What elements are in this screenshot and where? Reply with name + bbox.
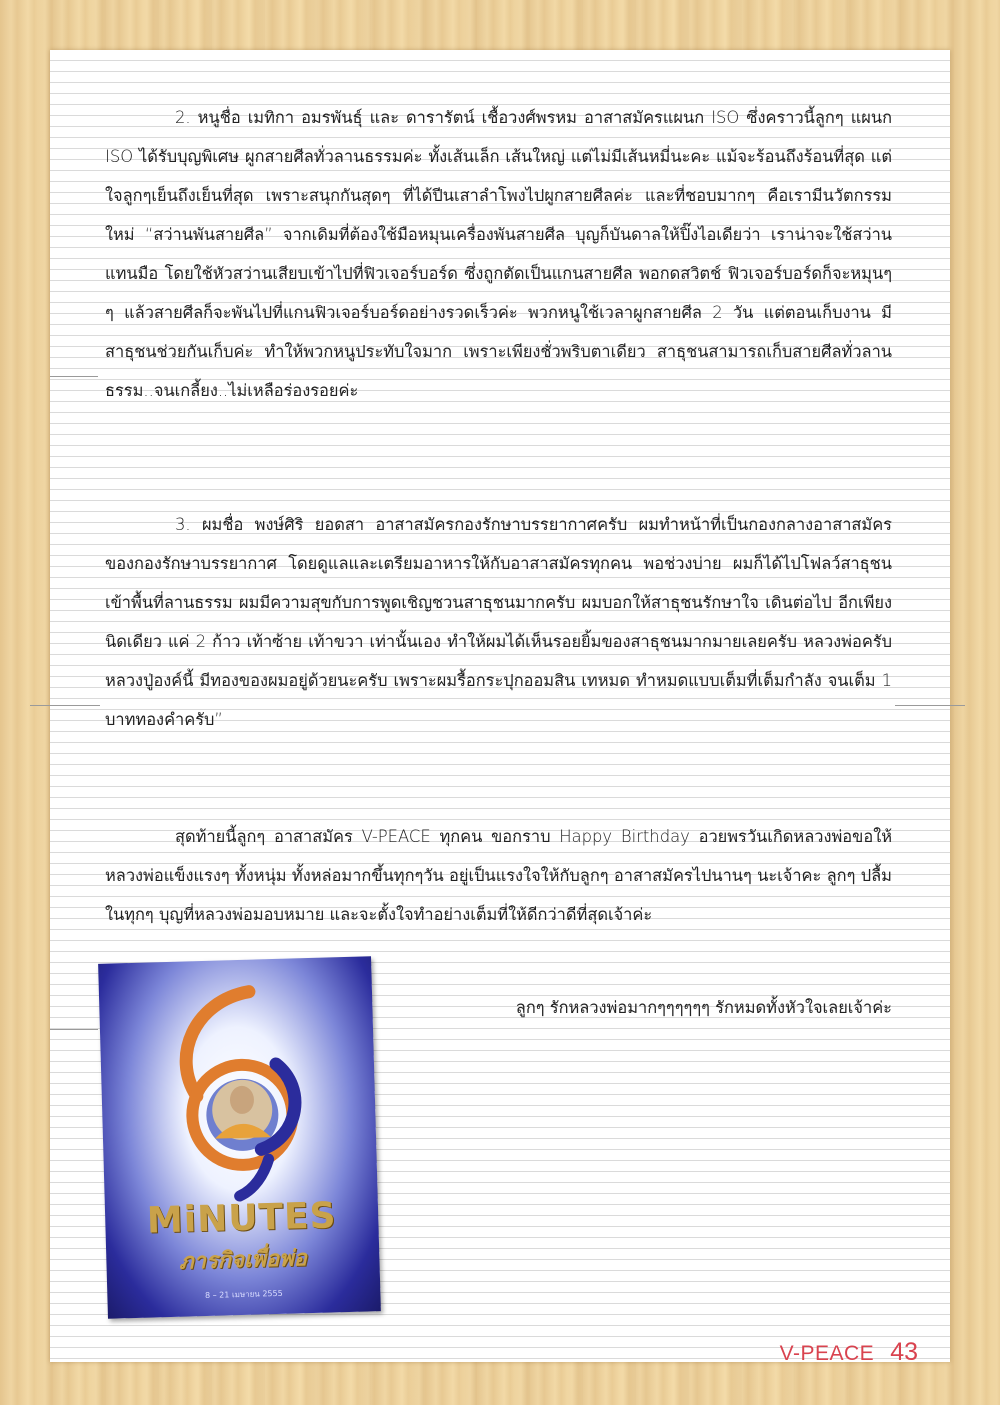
footer-brand: V-PEACE bbox=[779, 1342, 875, 1365]
paragraph-3-atmosphere-volunteer bbox=[105, 505, 892, 739]
paragraph-closing-wishes bbox=[105, 817, 892, 934]
poster-subtitle: ภารกิจเพื่อพ่อ bbox=[178, 1246, 308, 1275]
page-footer bbox=[780, 1338, 918, 1367]
poster-date: 8 – 21 เมษายน 2555 bbox=[204, 1288, 283, 1301]
closing-line: ลูกๆ รักหลวงพ่อมากๆๆๆๆๆๆ รักหมดทั้งหัวใจเลยเจ้าค่ะ bbox=[515, 998, 892, 1017]
paragraph-text: 2. หนูชื่อ เมทิกา อมรพันธุ์ และ ดารารัตน์ เชื้อวงศ์พรหม อาสาสมัครแผนก ISO ซึ่งคราวนี้ลูกๆ แผนก ISO ได้รับบุญพิเศษ ผูกสายศีลทั่วลานธรรมค่ะ ทั้งเส้นเล็ก เส้นใหญ่ แต่ไม่มีเส้นหมี่นะคะ แม้จะร้อนถึงร้อนที่สุด แต่ใจลูกๆเย็นถึงเย็นที่สุด เพราะสนุกกันสุดๆ ที่ได้ปีนเสาลำโพงไปผูกสายศีลค่ะ และที่ชอบมากๆ คือเรามีนวัตกรรมใหม่ “สว่านพันสายศีล” จากเดิมที่ต้องใช้มือหมุนเครื่องพันสายศีล บุญก็บันดาลให้ปิ๊งไอเดียว่า เราน่าจะใช้สว่านแทนมือ โดยใช้หัวสว่านเสียบเข้าไปที่ฟิวเจอร์บอร์ด ซึ่งถูกตัดเป็นแกนสายศีล พอกดสวิตช์ ฟิวเจอร์บอร์ดก็จะหมุนๆๆ แล้วสายศีลก็จะพันไปที่แกนฟิวเจอร์บอร์ดอย่างรวดเร็วค่ะ พวกหนูใช้เวลาผูกสายศีล 2 วัน แต่ตอนเก็บงาน มีสาธุชนช่วยกันเก็บค่ะ ทำให้พวกหนูประทับใจมาก เพราะเพียงชั่วพริบตาเดียว สาธุชนสามารถเก็บสายศีลทั่วลานธรรม..จนเกลี้ยง..ไม่เหลือร่องรอยค่ะ bbox=[105, 108, 892, 400]
event-poster bbox=[98, 956, 381, 1318]
margin-tick bbox=[50, 1029, 98, 1030]
paragraph-text: สุดท้ายนี้ลูกๆ อาสาสมัคร V-PEACE ทุกคน ขอกราบ Happy Birthday อวยพรวันเกิดหลวงพ่อขอให้หลวงพ่อแข็งแรงๆ ทั้งหนุ่ม ทั้งหล่อมากขึ้นทุกๆวัน อยู่เป็นแรงใจให้กับลูกๆ อาสาสมัครไปนานๆ นะเจ้าคะ ลูกๆ ปลื้มในทุกๆ บุญที่หลวงพ่อมอบหมาย และจะตั้งใจทำอย่างเต็มที่ให้ดีกว่าดีที่สุดเจ้าค่ะ bbox=[105, 827, 892, 924]
margin-tick bbox=[30, 705, 100, 706]
page-number: 43 bbox=[890, 1338, 918, 1366]
paragraph-2-iso-volunteers bbox=[105, 98, 892, 410]
poster-title: MiNUTES bbox=[146, 1195, 338, 1242]
paragraph-text: 3. ผมชื่อ พงษ์ศิริ ยอดสา อาสาสมัครกองรักษาบรรยากาศครับ ผมทำหน้าที่เป็นกองกลางอาสาสมัครของกองรักษาบรรยากาศ โดยดูแลและเตรียมอาหารให้กับอาสาสมัครทุกคน พอช่วงบ่าย ผมก็ได้ไปโฟลว์สาธุชนเข้าพื้นที่ลานธรรม ผมมีความสุขกับการพูดเชิญชวนสาธุชนมากครับ ผมบอกให้สาธุชนรักษาใจ เดินต่อไป อีกเพียงนิดเดียว แค่ 2 ก้าว เท้าซ้าย เท้าขวา เท่านั้นเอง ทำให้ผมได้เห็นรอยยิ้มของสาธุชนมากมายเลยครับ หลวงพ่อครับ หลวงปู่องค์นี้ มีทองของผมอยู่ด้วยนะครับ เพราะผมรื้อกระปุกออมสิน เทหมด ทำหมดแบบเต็มที่เต็มกำลัง จนเต็ม 1 บาททองคำครับ” bbox=[105, 515, 892, 729]
margin-tick bbox=[50, 376, 98, 377]
margin-tick bbox=[895, 705, 965, 706]
